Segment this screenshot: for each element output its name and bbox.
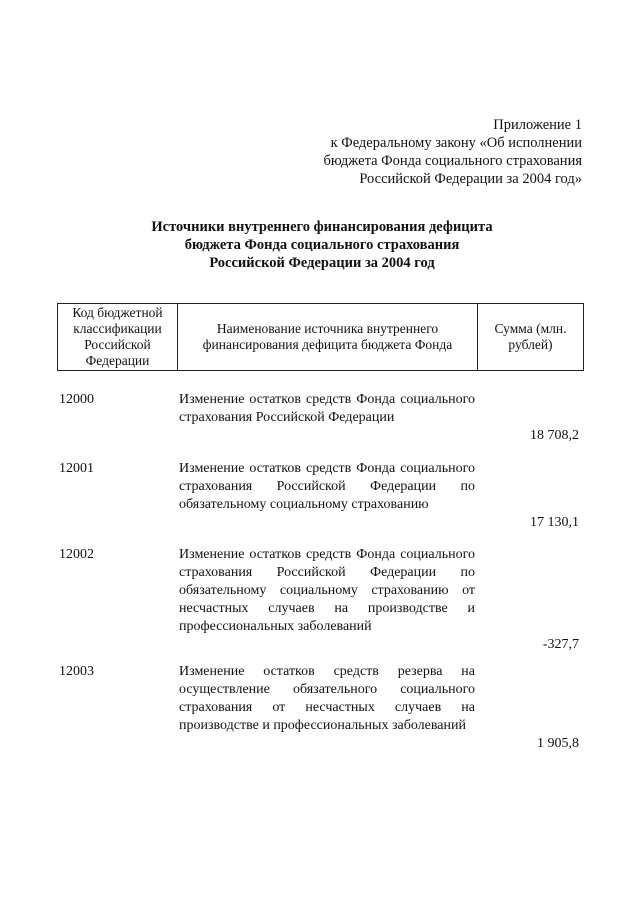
table-row — [57, 546, 583, 654]
table-row — [57, 460, 583, 532]
appendix-line-4: Российской Федерации за 2004 год» — [359, 171, 582, 187]
table-row — [57, 663, 583, 753]
appendix-line-1: Приложение 1 — [493, 117, 582, 133]
appendix-line-3: бюджета Фонда социального страхования — [323, 153, 582, 169]
row-code: 12001 — [59, 461, 94, 476]
row-name: Изменение остатков средств Фонда социального страхования Российской Федерации по обязательному социальному страхованию — [179, 461, 475, 512]
header-amount: Сумма (млн. рублей) — [478, 304, 584, 371]
table-header — [57, 303, 584, 371]
row-name: Изменение остатков средств резерва на осуществление обязательного социального страхования от несчастных случаев на производстве и профессиональных заболеваний — [179, 664, 475, 733]
header-code: Код бюджетной классификации Российской Федерации — [58, 304, 178, 371]
header-row — [58, 304, 584, 371]
appendix-block — [300, 116, 582, 188]
row-amount: 17 130,1 — [530, 515, 579, 530]
row-code: 12003 — [59, 664, 94, 679]
title-line-1: Источники внутреннего финансирования дефицита — [151, 219, 493, 235]
document-title — [60, 218, 584, 272]
appendix-line-2: к Федеральному закону «Об исполнении — [330, 135, 582, 151]
row-code: 12000 — [59, 392, 94, 407]
title-line-3: Российской Федерации за 2004 год — [209, 255, 435, 271]
row-amount: -327,7 — [542, 637, 579, 652]
header-name: Наименование источника внутреннего финансирования дефицита бюджета Фонда — [178, 304, 478, 371]
row-name: Изменение остатков средств Фонда социального страхования Российской Федерации по обязательному социальному страхованию от несчастных случаев на производстве и профессиональных заболеваний — [179, 547, 475, 634]
table-row — [57, 391, 583, 445]
row-name: Изменение остатков средств Фонда социального страхования Российской Федерации — [179, 392, 475, 425]
title-line-2: бюджета Фонда социального страхования — [184, 237, 460, 253]
row-code: 12002 — [59, 547, 94, 562]
row-amount: 18 708,2 — [530, 428, 579, 443]
row-amount: 1 905,8 — [537, 736, 579, 751]
